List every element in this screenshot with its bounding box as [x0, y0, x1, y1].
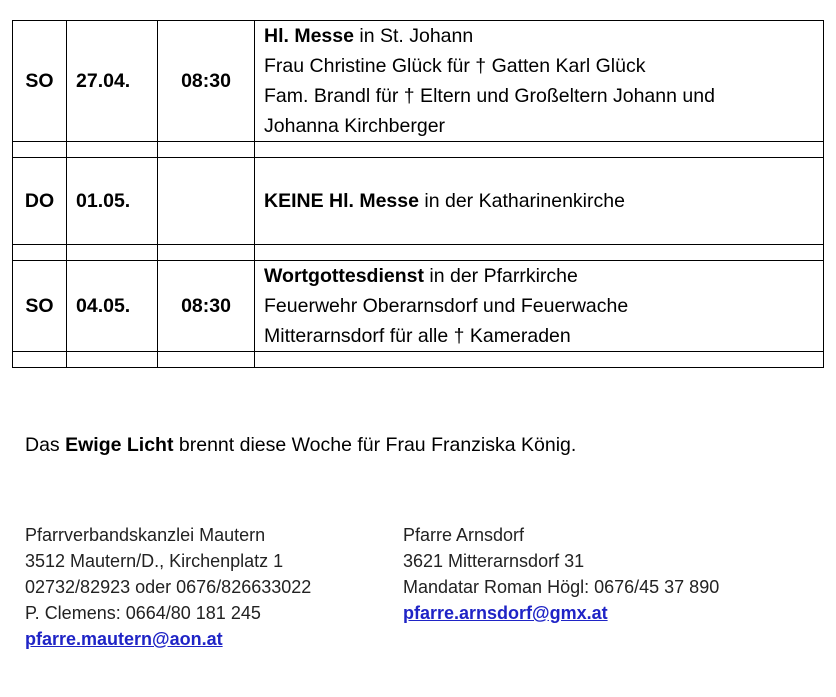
intention-line: Feuerwehr Oberarnsdorf und Feuerwache [264, 295, 629, 317]
service-description [255, 158, 824, 245]
spacer-row [13, 352, 824, 368]
table-row [13, 21, 824, 142]
contact-line: Mandatar Roman Högl: 0676/45 37 890 [403, 577, 720, 597]
service-description [255, 261, 824, 352]
service-title-rest: in der Pfarrkirche [423, 265, 578, 287]
contact-line: 3621 Mitterarnsdorf 31 [403, 551, 585, 571]
email-link-mautern[interactable]: pfarre.mautern@aon.at [25, 629, 223, 649]
day-cell: SO [13, 21, 67, 142]
service-title-bold: KEINE Hl. Messe [264, 190, 419, 212]
date-cell: 01.05. [67, 158, 158, 245]
spacer-row [13, 142, 824, 158]
contact-line: 02732/82923 oder 0676/826633022 [25, 577, 312, 597]
intention-line: Johanna Kirchberger [264, 115, 446, 137]
date-cell: 04.05. [67, 261, 158, 352]
service-title-bold: Hl. Messe [264, 25, 354, 47]
contact-line: 3512 Mautern/D., Kirchenplatz 1 [25, 551, 284, 571]
table-row [13, 261, 824, 352]
notice-post: brennt diese Woche für Frau Franziska König. [173, 434, 577, 456]
service-title [264, 21, 823, 51]
day-cell: SO [13, 261, 67, 352]
notice-bold: Ewige Licht [65, 434, 174, 456]
day-cell: DO [13, 158, 67, 245]
spacer-row [13, 245, 824, 261]
date-cell: 27.04. [67, 21, 158, 142]
notice-pre: Das [25, 434, 66, 456]
email-link-arnsdorf[interactable]: pfarre.arnsdorf@gmx.at [403, 603, 608, 623]
service-title-rest: in der Katharinenkirche [418, 190, 625, 212]
table-row [13, 158, 824, 245]
service-title [264, 186, 823, 216]
time-cell: 08:30 [158, 21, 255, 142]
intention-line: Fam. Brandl für † Eltern und Großeltern Johann und [264, 85, 715, 107]
service-title-rest: in St. Johann [353, 25, 474, 47]
contact-line: Pfarrverbandskanzlei Mautern [25, 525, 266, 545]
contact-block-arnsdorf [403, 522, 719, 626]
time-cell: 08:30 [158, 261, 255, 352]
intention-line: Frau Christine Glück für † Gatten Karl Glück [264, 55, 646, 77]
contact-line: Pfarre Arnsdorf [403, 525, 525, 545]
contact-block-mautern [25, 522, 311, 652]
mass-schedule-table [12, 20, 824, 368]
service-title [264, 261, 823, 291]
eternal-light-notice [25, 434, 576, 457]
intention-line: Mitterarnsdorf für alle † Kameraden [264, 325, 571, 347]
service-title-bold: Wortgottesdienst [264, 265, 424, 287]
service-description [255, 21, 824, 142]
time-cell [158, 158, 255, 245]
contact-line: P. Clemens: 0664/80 181 245 [25, 603, 261, 623]
